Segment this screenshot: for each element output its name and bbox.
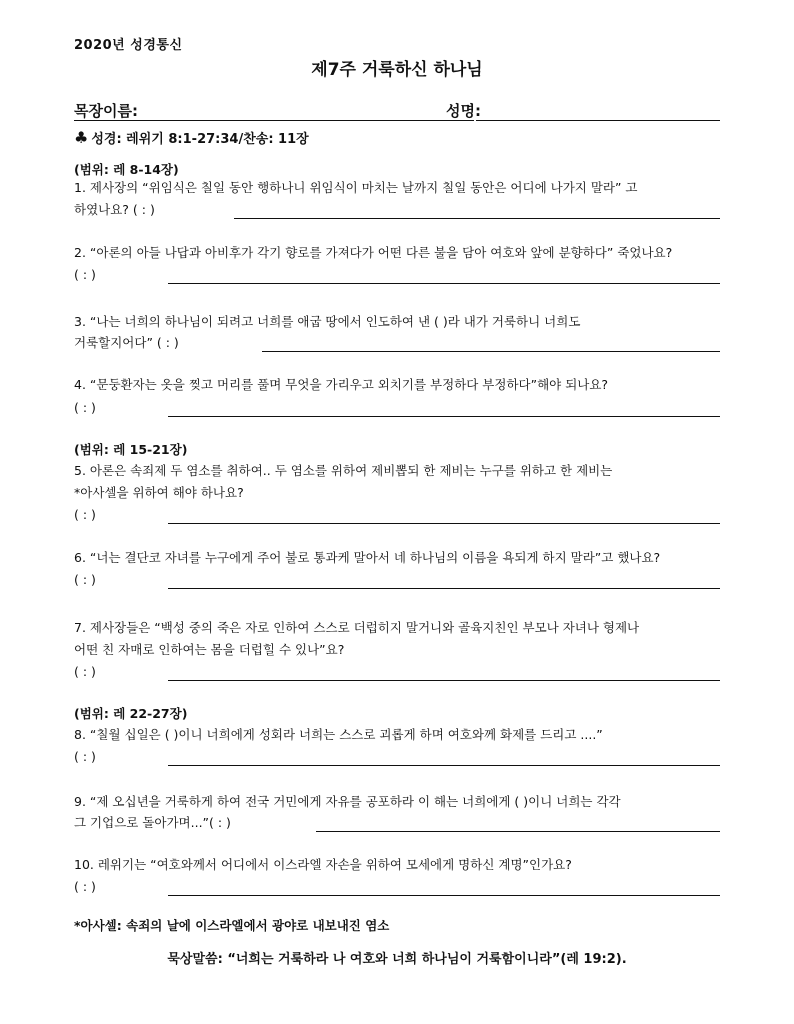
- answer-line-4[interactable]: [168, 416, 720, 417]
- question-1-line1: 1. 제사장의 “위임식은 칠일 동안 행하나니 위임식이 마치는 날까지 칠일 동안은 어디에 나가지 말라” 고: [74, 180, 638, 195]
- answer-line-10[interactable]: [168, 895, 720, 896]
- header-label: 2020년 성경통신: [74, 38, 183, 53]
- question-8-line1: 8. “칠월 십일은 ( )이니 너희에게 성회라 너희는 스스로 괴롭게 하며 여호와께 화제를 드리고 ....”: [74, 727, 603, 742]
- name-field-line[interactable]: [476, 120, 720, 121]
- club-icon: ♣: [74, 128, 89, 147]
- question-4-line2: ( : ): [74, 400, 96, 415]
- answer-line-9[interactable]: [316, 831, 720, 832]
- question-6-line2: ( : ): [74, 572, 96, 587]
- answer-line-7[interactable]: [168, 680, 720, 681]
- question-3-line2: 거룩할지어다” ( : ): [74, 335, 179, 350]
- answer-line-2[interactable]: [168, 283, 720, 284]
- question-2-line1: 2. “아론의 아들 나답과 아비후가 각기 향로를 가져다가 어떤 다른 불을 담아 여호와 앞에 분향하다” 죽었나요?: [74, 245, 673, 260]
- name-label: 성명:: [446, 102, 481, 120]
- page-title: 제7주 거룩하신 하나님: [311, 60, 483, 80]
- leader-label: 목장이름:: [74, 102, 138, 120]
- question-5-line2: *아사셀을 위하여 해야 하나요?: [74, 485, 244, 500]
- answer-line-3[interactable]: [262, 351, 720, 352]
- question-4-line1: 4. “문둥환자는 옷을 찢고 머리를 풀며 무엇을 가리우고 외치기를 부정하다 부정하다”해야 되나요?: [74, 377, 609, 392]
- question-9-line2: 그 기업으로 돌아가며...”( : ): [74, 815, 231, 830]
- question-7-line3: ( : ): [74, 664, 96, 679]
- question-9-line1: 9. “제 오십년을 거룩하게 하여 전국 거민에게 자유를 공포하라 이 해는 너희에게 ( )이니 너희는 각각: [74, 794, 621, 809]
- scripture-text: 성경: 레위기 8:1-27:34/찬송: 11장: [91, 132, 309, 147]
- question-7-line1: 7. 제사장들은 “백성 중의 죽은 자로 인하여 스스로 더럽히지 말거니와 골육지친인 부모나 자녀나 형제나: [74, 620, 640, 635]
- question-8-line2: ( : ): [74, 749, 96, 764]
- answer-line-1[interactable]: [234, 218, 720, 219]
- footnote: *아사셀: 속죄의 날에 이스라엘에서 광야로 내보내진 염소: [74, 918, 390, 933]
- question-1-line2: 하였나요? ( : ): [74, 202, 155, 217]
- leader-field-line[interactable]: [74, 120, 474, 121]
- question-3-line1: 3. “나는 너희의 하나님이 되려고 너희를 애굽 땅에서 인도하여 낸 ( )라 내가 거룩하니 너희도: [74, 314, 581, 329]
- question-10-line1: 10. 레위기는 “여호와께서 어디에서 이스라엘 자손을 위하여 모세에게 명하신 계명”인가요?: [74, 857, 572, 872]
- answer-line-6[interactable]: [168, 588, 720, 589]
- range-label: (범위: 레 8-14장): [74, 162, 179, 177]
- memory-verse: 묵상말씀: “너희는 거룩하라 나 여호와 너희 하나님이 거룩함이니라”(레 19:2).: [167, 952, 627, 967]
- answer-line-5[interactable]: [168, 523, 720, 524]
- answer-line-8[interactable]: [168, 765, 720, 766]
- question-10-line2: ( : ): [74, 879, 96, 894]
- range-label: (범위: 레 22-27장): [74, 706, 188, 721]
- question-5-line3: ( : ): [74, 507, 96, 522]
- question-5-line1: 5. 아론은 속죄제 두 염소를 취하여.. 두 염소를 위하여 제비뽑되 한 제비는 누구를 위하고 한 제비는: [74, 463, 613, 478]
- question-2-line2: ( : ): [74, 267, 96, 282]
- scripture-line: [74, 128, 309, 147]
- question-6-line1: 6. “너는 결단코 자녀를 누구에게 주어 불로 통과케 말아서 네 하나님의 이름을 욕되게 하지 말라”고 했나요?: [74, 550, 661, 565]
- question-7-line2: 어떤 친 자매로 인하여는 몸을 더럽힐 수 있나”요?: [74, 642, 345, 657]
- range-label: (범위: 레 15-21장): [74, 442, 188, 457]
